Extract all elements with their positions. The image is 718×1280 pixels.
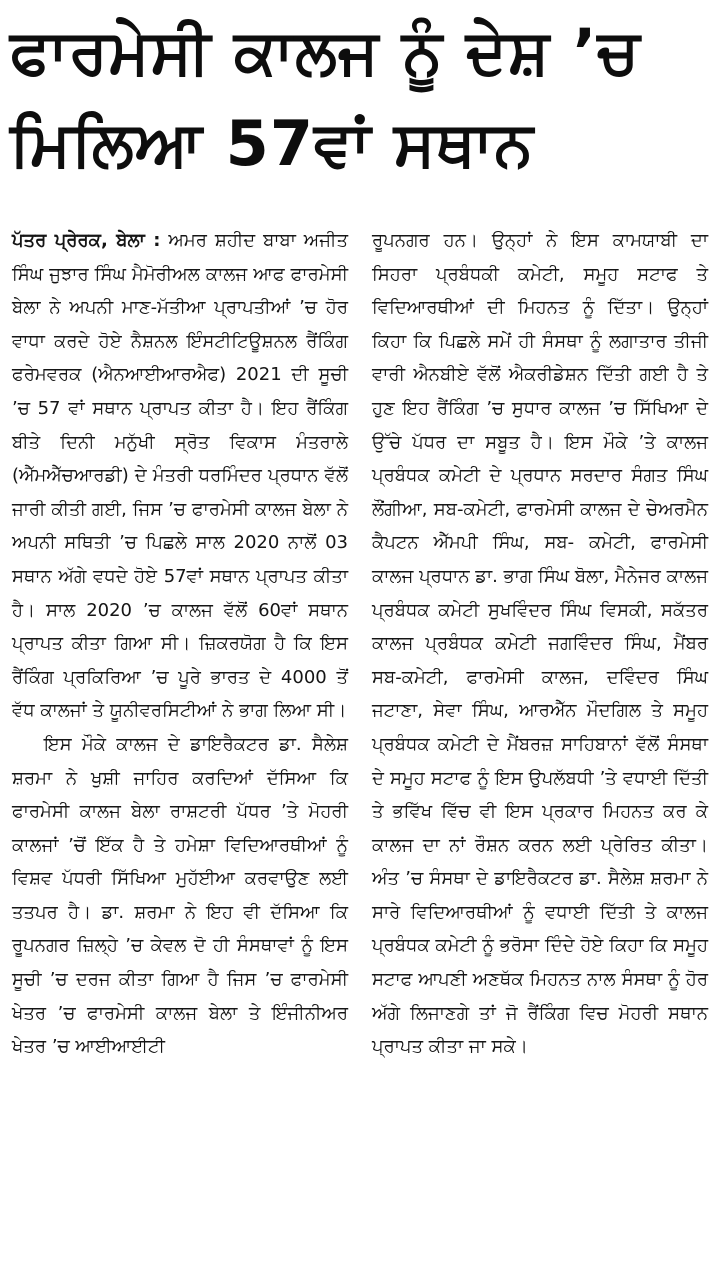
article-paragraph: ਇਸ ਮੌਕੇ ਕਾਲਜ ਦੇ ਡਾਇਰੈਕਟਰ ਡਾ. ਸੈਲੇਸ਼ ਸ਼ਰਮਾ ਨੇ ਖੁਸ਼ੀ ਜਾਹਿਰ ਕਰਦਿਆਂ ਦੱਸਿਆ ਕਿ ਫਾਰਮੇਸੀ ਕਾਲਜ ਬੇਲਾ ਰਾਸ਼ਟਰੀ ਪੱਧਰ ’ਤੇ ਮੋਹਰੀ ਕਾਲਜਾਂ ’ਚੋਂ ਇੱਕ ਹੈ ਤੇ ਹਮੇਸ਼ਾ ਵਿਦਿਆਰਥੀਆਂ ਨੂੰ ਵਿਸ਼ਵ ਪੱਧਰੀ ਸਿੱਖਿਆ ਮੁਹੱਈਆ ਕਰਵਾਉਣ ਲਈ ਤਤਪਰ ਹੈ। ਡਾ. ਸ਼ਰਮਾ ਨੇ ਇਹ ਵੀ ਦੱਸਿਆ ਕਿ ਰੂਪਨਗਰ ਜ਼ਿਲ੍ਹੇ ’ਚ ਕੇਵਲ ਦੋ ਹੀ ਸੰਸਥਾਵਾਂ ਨੂੰ ਇਸ ਸੂਚੀ ’ਚ ਦਰਜ ਕੀਤਾ ਗਿਆ ਹੈ ਜਿਸ ’ਚ ਫਾਰਮੇਸੀ ਖੇਤਰ ’ਚ ਫਾਰਮੇਸੀ ਕਾਲਜ ਬੇਲਾ ਤੇ ਇੰਜੀਨੀਅਰ ਖੇਤਰ ’ਚ ਆਈਆਈਟੀ	[12, 733, 348, 1058]
headline-line-1: ਫਾਰਮੇਸੀ ਕਾਲਜ ਨੂੰ ਦੇਸ਼ ’ਚ	[10, 15, 641, 88]
headline-line-2: ਮਿਲਿਆ 57ਵਾਂ ਸਥਾਨ	[10, 107, 534, 180]
headline	[10, 6, 710, 190]
article-paragraph: ਰੂਪਨਗਰ ਹਨ। ਉਨ੍ਹਾਂ ਨੇ ਇਸ ਕਾਮਯਾਬੀ ਦਾ ਸਿਹਰਾ ਪ੍ਰਬੰਧਕੀ ਕਮੇਟੀ, ਸਮੂਹ ਸਟਾਫ ਤੇ ਵਿਦਿਆਰਥੀਆਂ ਦੀ ਮਿਹਨਤ ਨੂੰ ਦਿੱਤਾ। ਉਨ੍ਹਾਂ ਕਿਹਾ ਕਿ ਪਿਛਲੇ ਸਮੇਂ ਹੀ ਸੰਸਥਾ ਨੂੰ ਲਗਾਤਾਰ ਤੀਜੀ ਵਾਰੀ ਐਨਬੀਏ ਵੱਲੋਂ ਐਕਰੀਡੇਸ਼ਨ ਦਿੱਤੀ ਗਈ ਹੈ ਤੇ ਹੁਣ ਇਹ ਰੈਂਕਿੰਗ ’ਚ ਸੁਧਾਰ ਕਾਲਜ ’ਚ ਸਿੱਖਿਆ ਦੇ ਉੱਚੇ ਪੱਧਰ ਦਾ ਸਬੂਤ ਹੈ। ਇਸ ਮੌਕੇ ’ਤੇ ਕਾਲਜ ਪ੍ਰਬੰਧਕ ਕਮੇਟੀ ਦੇ ਪ੍ਰਧਾਨ ਸਰਦਾਰ ਸੰਗਤ ਸਿੰਘ ਲੌਂਗੀਆ, ਸਬ-ਕਮੇਟੀ, ਫਾਰਮੇਸੀ ਕਾਲਜ ਦੇ ਚੇਅਰਮੈਨ ਕੈਪਟਨ ਐੱਮਪੀ ਸਿੰਘ, ਸਬ- ਕਮੇਟੀ, ਫਾਰਮੇਸੀ ਕਾਲਜ ਪ੍ਰਧਾਨ ਡਾ. ਭਾਗ ਸਿੰਘ ਬੋਲਾ, ਮੈਨੇਜਰ ਕਾਲਜ ਪ੍ਰਬੰਧਕ ਕਮੇਟੀ ਸੁਖਵਿੰਦਰ ਸਿੰਘ ਵਿਸਕੀ, ਸਕੱਤਰ ਕਾਲਜ ਪ੍ਰਬੰਧਕ ਕਮੇਟੀ ਜਗਵਿੰਦਰ ਸਿੰਘ, ਮੈਂਬਰ ਸਬ-ਕਮੇਟੀ, ਫਾਰਮੇਸੀ ਕਾਲਜ, ਦਵਿੰਦਰ ਸਿੰਘ ਜਟਾਣਾ, ਸੇਵਾ ਸਿੰਘ, ਆਰਐੱਨ ਮੌਦਗਿਲ ਤੇ ਸਮੂਹ ਪ੍ਰਬੰਧਕ ਕਮੇਟੀ ਦੇ ਮੈਂਬਰਜ਼ ਸਾਹਿਬਾਨਾਂ ਵੱਲੋਂ ਸੰਸਥਾ ਦੇ ਸਮੂਹ ਸਟਾਫ ਨੂੰ ਇਸ ਉਪਲੱਬਧੀ ’ਤੇ ਵਧਾਈ ਦਿੱਤੀ ਤੇ ਭਵਿੱਖ ਵਿੱਚ ਵੀ ਇਸ ਪ੍ਰਕਾਰ ਮਿਹਨਤ ਕਰ ਕੇ ਕਾਲਜ ਦਾ ਨਾਂ ਰੌਸ਼ਨ ਕਰਨ ਲਈ ਪ੍ਰੇਰਿਤ ਕੀਤਾ। ਅੰਤ ’ਚ ਸੰਸਥਾ ਦੇ ਡਾਇਰੈਕਟਰ ਡਾ. ਸੈਲੇਸ਼ ਸ਼ਰਮਾ ਨੇ ਸਾਰੇ ਵਿਦਿਆਰਥੀਆਂ ਨੂੰ ਵਧਾਈ ਦਿੱਤੀ ਤੇ ਕਾਲਜ ਪ੍ਰਬੰਧਕ ਕਮੇਟੀ ਨੂੰ ਭਰੋਸਾ ਦਿੰਦੇ ਹੋਏ ਕਿਹਾ ਕਿ ਸਮੂਹ ਸਟਾਫ ਆਪਣੀ ਅਣਥੱਕ ਮਿਹਨਤ ਨਾਲ ਸੰਸਥਾ ਨੂੰ ਹੋਰ ਅੱਗੇ ਲਿਜਾਣਗੇ ਤਾਂ ਜੋ ਰੈਂਕਿੰਗ ਵਿਚ ਮੋਹਰੀ ਸਥਾਨ ਪ੍ਰਾਪਤ ਕੀਤਾ ਜਾ ਸਕੇ।	[372, 230, 708, 1058]
paragraph-text: ਅਮਰ ਸ਼ਹੀਦ ਬਾਬਾ ਅਜੀਤ ਸਿੰਘ ਜੁਝਾਰ ਸਿੰਘ ਮੈਮੋਰੀਅਲ ਕਾਲਜ ਆਫ ਫਾਰਮੇਸੀ ਬੇਲਾ ਨੇ ਅਪਨੀ ਮਾਣ-ਮੱਤੀਆ ਪ੍ਰਾਪਤੀਆਂ ’ਚ ਹੋਰ ਵਾਧਾ ਕਰਦੇ ਹੋਏ ਨੈਸ਼ਨਲ ਇੰਸਟੀਟਿਊਸ਼ਨਲ ਰੈਂਕਿੰਗ ਫਰੇਮਵਰਕ (ਐਨਆਈਆਰਐਫ) 2021 ਦੀ ਸੂਚੀ ’ਚ 57 ਵਾਂ ਸਥਾਨ ਪ੍ਰਾਪਤ ਕੀਤਾ ਹੈ। ਇਹ ਰੈਂਕਿੰਗ ਬੀਤੇ ਦਿਨੀ ਮਨੁੱਖੀ ਸ੍ਰੋਤ ਵਿਕਾਸ ਮੰਤਰਾਲੇ (ਐੱਮਐੱਚਆਰਡੀ) ਦੇ ਮੰਤਰੀ ਧਰਮਿੰਦਰ ਪ੍ਰਧਾਨ ਵੱਲੋਂ ਜਾਰੀ ਕੀਤੀ ਗਈ, ਜਿਸ ’ਚ ਫਾਰਮੇਸੀ ਕਾਲਜ ਬੇਲਾ ਨੇ ਅਪਨੀ ਸਥਿਤੀ ’ਚ ਪਿਛਲੇ ਸਾਲ 2020 ਨਾਲੋਂ 03 ਸਥਾਨ ਅੱਗੇ ਵਧਦੇ ਹੋਏ 57ਵਾਂ ਸਥਾਨ ਪ੍ਰਾਪਤ ਕੀਤਾ ਹੈ। ਸਾਲ 2020 ’ਚ ਕਾਲਜ ਵੱਲੋਂ 60ਵਾਂ ਸਥਾਨ ਪ੍ਰਾਪਤ ਕੀਤਾ ਗਿਆ ਸੀ। ਜ਼ਿਕਰਯੋਗ ਹੈ ਕਿ ਇਸ ਰੈਂਕਿੰਗ ਪ੍ਰਕਿਰਿਆ ’ਚ ਪੂਰੇ ਭਾਰਤ ਦੇ 4000 ਤੋਂ ਵੱਧ ਕਾਲਜਾਂ ਤੇ ਯੂਨੀਵਰਸਿਟੀਆਂ ਨੇ ਭਾਗ ਲਿਆ ਸੀ।	[12, 230, 348, 722]
article-column-right	[372, 224, 708, 1064]
byline: ਪੱਤਰ ਪ੍ਰੇਰਕ, ਬੇਲਾ :	[12, 230, 161, 251]
article-paragraph	[12, 224, 348, 728]
article-column-left	[12, 224, 348, 1064]
